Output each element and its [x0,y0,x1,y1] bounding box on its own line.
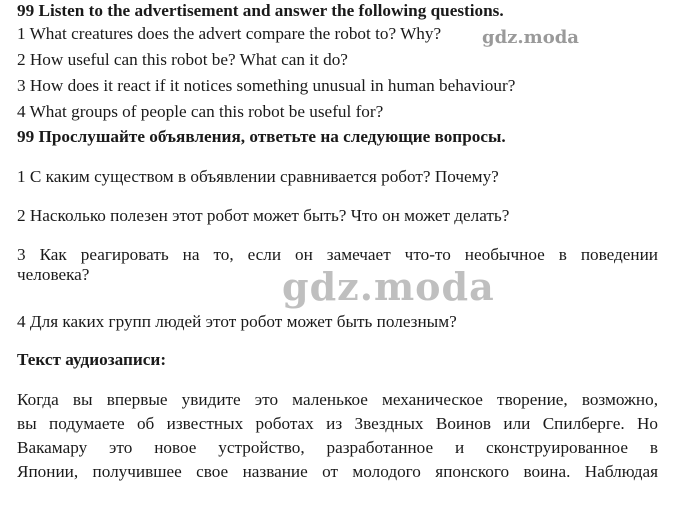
transcript-line-1: Когда вы впервые увидите это маленькое механическое творение, возможно, [17,390,658,409]
russian-question-3-line-2: человека? [17,265,90,284]
watermark-large: gdz.moda [282,264,495,309]
russian-question-3 [17,245,658,285]
watermark-small: gdz.moda [482,27,579,48]
russian-question-3-line-1: 3 Как реагировать на то, если он замечает что-то необычное в поведении [17,245,658,264]
english-question-2: 2 How useful can this robot be? What can it do? [17,50,348,69]
transcript-line-2: вы подумаете об известных роботах из Звездных Воинов или Спилберге. Но [17,414,658,433]
transcript-line-3: Вакамару это новое устройство, разработанное и сконструированное в [17,438,658,457]
english-question-1: 1 What creatures does the advert compare the robot to? Why? [17,24,442,43]
transcript-heading: Текст аудиозаписи: [17,350,167,369]
russian-question-4: 4 Для каких групп людей этот робот может быть полезным? [17,312,457,331]
russian-question-1: 1 С каким существом в объявлении сравнивается робот? Почему? [17,167,499,186]
english-question-4: 4 What groups of people can this robot be useful for? [17,102,384,121]
english-question-3: 3 How does it react if it notices something unusual in human behaviour? [17,76,516,95]
transcript-line-4: Японии, получившее свое название от молодого японского воина. Наблюдая [17,462,658,481]
russian-question-2: 2 Насколько полезен этот робот может быть? Что он может делать? [17,206,510,225]
transcript-paragraph [17,388,658,484]
russian-heading: 99 Прослушайте объявления, ответьте на следующие вопросы. [17,127,506,146]
english-heading: 99 Listen to the advertisement and answer the following questions. [17,1,504,20]
